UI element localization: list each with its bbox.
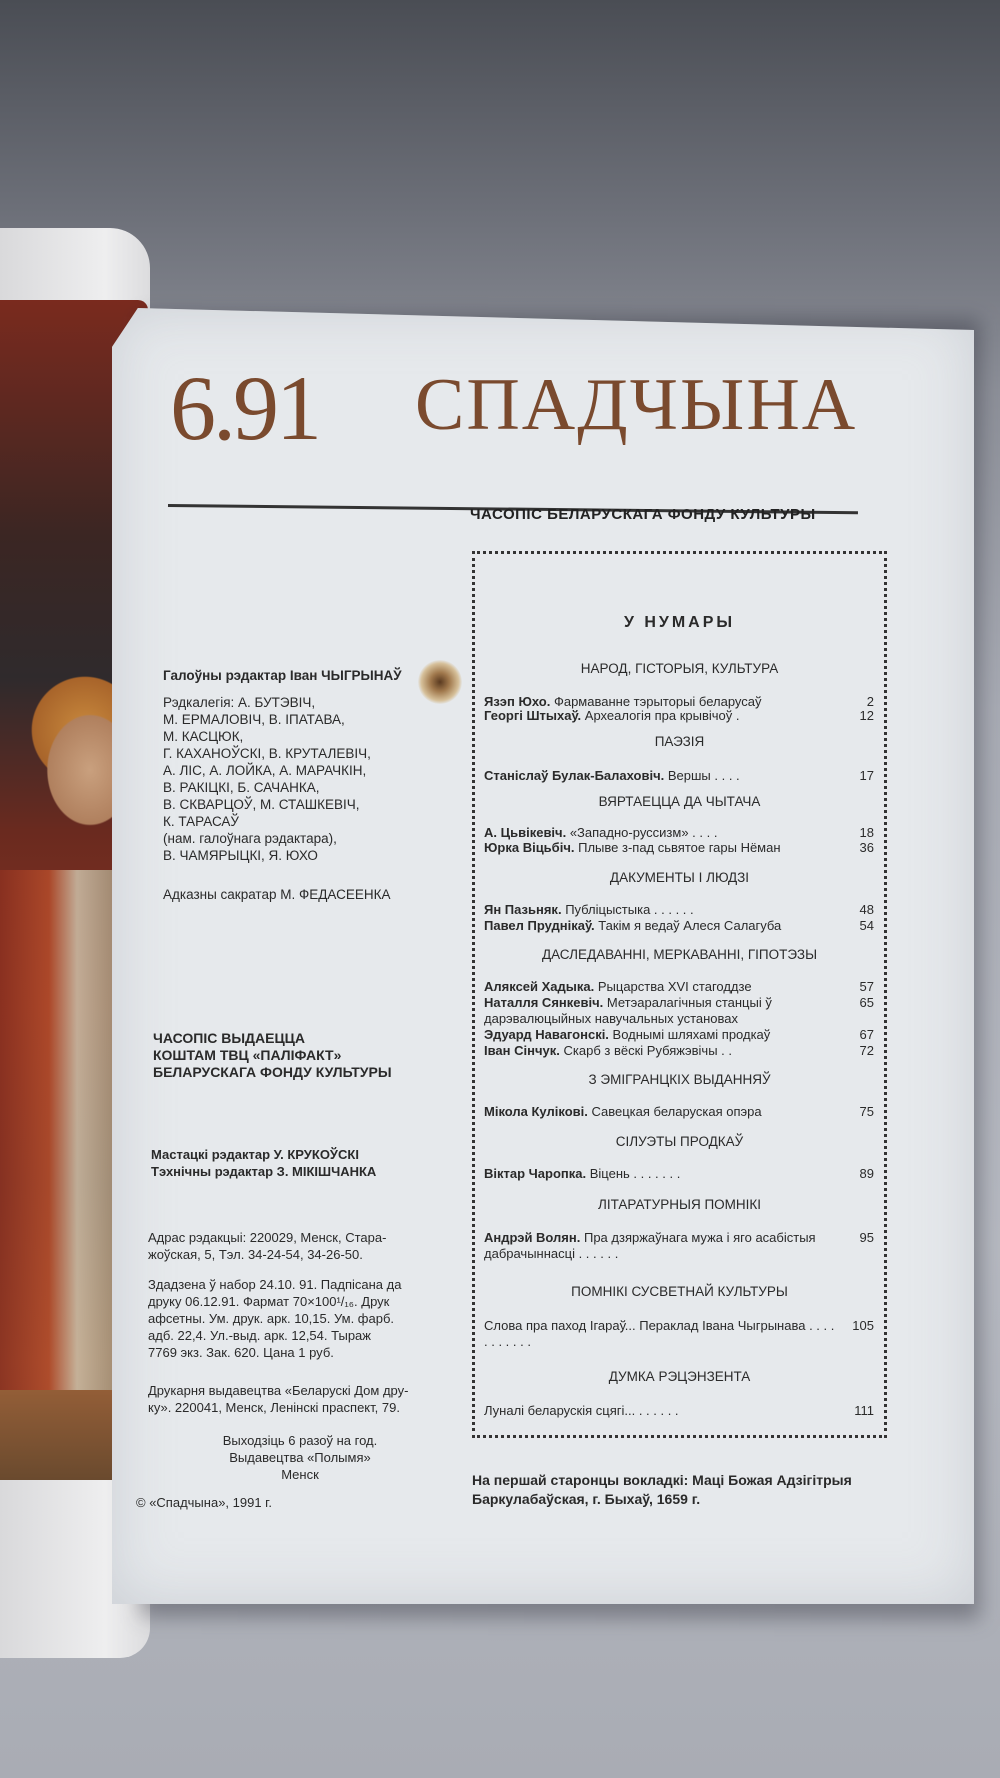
board-line: Рэдкалегія: А. БУТЭВІЧ, — [163, 695, 316, 710]
toc-entry-text — [484, 1403, 874, 1419]
printer-line: ку». 220041, Менск, Ленінскі праспект, 79. — [148, 1400, 400, 1415]
toc-entry — [484, 825, 874, 841]
toc-entry — [484, 1043, 874, 1059]
toc-entry — [484, 995, 874, 1027]
toc-entry-title: Публіцыстыка . . . . . . — [565, 902, 694, 917]
chief-editor: Галоўны рэдактар Іван ЧЫГРЫНАЎ — [163, 668, 402, 683]
editor-line: Мастацкі рэдактар У. КРУКОЎСКІ — [151, 1147, 359, 1162]
toc-entry-page: 2 — [866, 694, 874, 709]
toc-entry-page: 17 — [859, 768, 874, 783]
toc-entry-text — [484, 1043, 874, 1059]
copyright: © «Спадчына», 1991 г. — [136, 1495, 272, 1510]
publisher-line: БЕЛАРУСКАГА ФОНДУ КУЛЬТУРЫ — [153, 1064, 392, 1080]
toc-entry-page: 72 — [859, 1043, 874, 1058]
publisher-line: ЧАСОПІС ВЫДАЕЦЦА — [153, 1030, 306, 1046]
toc-entry-title: Вершы . . . . — [667, 768, 740, 783]
toc-entry-page: 105 — [852, 1318, 874, 1333]
toc-entry — [484, 1166, 874, 1182]
toc-entry-text — [484, 825, 874, 841]
toc-entry-page: 18 — [859, 825, 874, 840]
toc-entry-text — [484, 1166, 874, 1182]
toc-section-heading: ДАСЛЕДАВАННІ, МЕРКАВАННІ, ГІПОТЭЗЫ — [541, 947, 818, 962]
toc-entry-page: 57 — [859, 979, 874, 994]
cover-note-line: Баркулабаўская, г. Быхаў, 1659 г. — [472, 1491, 701, 1507]
toc-entry — [484, 1027, 874, 1043]
print-line: Здадзена ў набор 24.10. 91. Падпісана да — [148, 1277, 402, 1292]
toc-entry-author: Юрка Віцьбіч. — [484, 840, 575, 855]
address-line: Адрас рэдакцыі: 220029, Менск, Стара- — [148, 1230, 387, 1245]
toc-section-heading: ЛІТАРАТУРНЫЯ ПОМНІКІ — [597, 1197, 762, 1212]
toc-section-heading: ДУМКА РЭЦЭНЗЕНТА — [608, 1369, 751, 1384]
toc-entry-title: Пра дзяржаўнага мужа і яго асабістыя дабрачыннасці . . . . . . — [484, 1230, 816, 1261]
toc-section-heading: СІЛУЭТЫ ПРОДКАЎ — [615, 1134, 744, 1149]
toc-entry — [484, 1104, 874, 1120]
toc-entry-page: 89 — [859, 1166, 874, 1181]
print-line: 7769 экз. Зак. 620. Цана 1 руб. — [148, 1345, 334, 1360]
toc-entry-title: Воднымі шляхамі продкаў — [612, 1027, 771, 1042]
toc-section-heading: ПАЭЗІЯ — [654, 734, 705, 749]
toc-entry-author: Ян Пазьняк. — [484, 902, 562, 917]
toc-entry-page: 36 — [859, 840, 874, 855]
frequency-line: Выходзіць 6 разоў на год. — [222, 1433, 378, 1448]
toc-entry-text — [484, 1318, 874, 1350]
address-line: жоўская, 5, Тэл. 34-24-54, 34-26-50. — [148, 1247, 363, 1262]
toc-entry-title: Плыве з-пад сьвятое гары Нёман — [578, 840, 781, 855]
cover-note-line: На першай старонцы вокладкі: Маці Божая Адзігітрыя — [472, 1472, 852, 1488]
toc-entry-author: Георгі Штыхаў. — [484, 708, 582, 723]
toc-entry — [484, 708, 874, 724]
toc-entry-page: 65 — [859, 995, 874, 1010]
toc-entry-author: Эдуард Навагонскі. — [484, 1027, 609, 1042]
frequency-line: Менск — [281, 1467, 319, 1482]
toc-entry-title: Віцень . . . . . . . — [589, 1166, 681, 1181]
toc-entry-page: 111 — [854, 1403, 874, 1418]
toc-entry-author: Станіслаў Булак-Балаховіч. — [484, 768, 665, 783]
board-line: Г. КАХАНОЎСКІ, В. КРУТАЛЕВІЧ, — [163, 746, 371, 761]
toc-entry-title: Скарб з вёскі Рубяжэвічы . . — [563, 1043, 732, 1058]
toc-entry-title: Слова пра паход Ігараў... Пераклад Івана Чыгрынава . . . . . . . . . . . — [484, 1318, 835, 1349]
issue-number: 6.91 — [170, 357, 319, 459]
board-line: К. ТАРАСАЎ — [163, 814, 240, 829]
responsible-secretary: Адказны сакратар М. ФЕДАСЕЕНКА — [163, 887, 391, 902]
board-line: В. ЧАМЯРЫЦКІ, Я. ЮХО — [163, 848, 318, 863]
toc-entry-text — [484, 1104, 874, 1120]
toc-entry-text — [484, 918, 874, 934]
toc-entry-page: 12 — [859, 708, 874, 723]
toc-section-heading: НАРОД, ГІСТОРЫЯ, КУЛЬТУРА — [580, 661, 779, 676]
toc-entry-text — [484, 979, 874, 995]
printer-info — [148, 1382, 408, 1416]
toc-entry-title: Луналі беларускія сцягі... . . . . . . — [484, 1403, 679, 1418]
toc-section-heading: ДАКУМЕНТЫ І ЛЮДЗІ — [609, 870, 750, 885]
toc-entry — [484, 918, 874, 934]
toc-entry — [484, 768, 874, 784]
toc-entry — [484, 902, 874, 918]
board-line: М. ЕРМАЛОВІЧ, В. ІПАТАВА, — [163, 712, 345, 727]
publisher-line: КОШТАМ ТВЦ «ПАЛІФАКТ» — [153, 1047, 342, 1063]
board-line: В. РАКІЦКІ, Б. САЧАНКА, — [163, 780, 320, 795]
toc-entry-author: Павел Пруднікаў. — [484, 918, 595, 933]
toc-entry — [484, 1318, 874, 1350]
board-line: А. ЛІС, А. ЛОЙКА, А. МАРАЧКІН, — [163, 763, 367, 778]
toc-entry-page: 95 — [859, 1230, 874, 1245]
toc-entry-author: А. Цьвікевіч. — [484, 825, 567, 840]
print-line: друку 06.12.91. Фармат 70×100¹/₁₆. Друк — [148, 1294, 390, 1309]
toc-entry-author: Андрэй Волян. — [484, 1230, 581, 1245]
toc-entry-page: 54 — [859, 918, 874, 933]
toc-entry — [484, 979, 874, 995]
editorial-board — [163, 694, 371, 864]
toc-entry-author: Іван Сінчук. — [484, 1043, 560, 1058]
board-line: В. СКВАРЦОЎ, М. СТАШКЕВІЧ, — [163, 797, 360, 812]
board-line: М. КАСЦЮК, — [163, 729, 244, 744]
toc-entry-title: «Западно-руссизм» . . . . — [569, 825, 718, 840]
toc-entry-page: 48 — [859, 902, 874, 917]
toc-entry — [484, 840, 874, 856]
toc-entry-text — [484, 1230, 874, 1262]
toc-entry-text — [484, 840, 874, 856]
toc-entry-title: Савецкая беларуская опэра — [591, 1104, 762, 1119]
toc-entry-author: Віктар Чаропка. — [484, 1166, 587, 1181]
toc-entry-title: Рыцарства XVI стагоддзе — [597, 979, 752, 994]
toc-entry — [484, 1230, 874, 1262]
toc-entry-author: Мікола Кулікові. — [484, 1104, 588, 1119]
editor-line: Тэхнічны рэдактар З. МІКІШЧАНКА — [151, 1164, 377, 1179]
toc-entry-text — [484, 708, 874, 724]
cover-note — [472, 1471, 852, 1509]
toc-section-heading: ПОМНІКІ СУСВЕТНАЙ КУЛЬТУРЫ — [571, 1284, 788, 1299]
toc-entry-title: Археалогія пра крывічоў . — [584, 708, 740, 723]
toc-entry-author: Язэп Юхо. — [484, 694, 551, 709]
frequency-line: Выдавецтва «Полымя» — [229, 1450, 371, 1465]
magazine-title: СПАДЧЫНА — [415, 364, 858, 446]
toc-entry-text — [484, 902, 874, 918]
page-stain — [418, 660, 462, 704]
toc-entry-title: Метэаралагічныя станцыі ў дарэвалюцыйных навучальных установах — [484, 995, 772, 1026]
toc-section-heading: ВЯРТАЕЦЦА ДА ЧЫТАЧА — [598, 794, 761, 809]
frequency-info — [150, 1432, 450, 1483]
toc-entry-author: Наталля Сянкевіч. — [484, 995, 604, 1010]
publisher-block — [153, 1030, 392, 1081]
toc-entry-page: 67 — [859, 1027, 874, 1042]
print-line: афсетны. Ум. друк. арк. 10,15. Ум. фарб. — [148, 1311, 395, 1326]
toc-entry-page: 75 — [859, 1104, 874, 1119]
toc-entry-title: Такім я ведаў Алеся Салагуба — [598, 918, 782, 933]
toc-title: У НУМАРЫ — [623, 614, 736, 631]
toc-entry — [484, 1403, 874, 1419]
print-info — [148, 1276, 401, 1361]
editorial-address — [148, 1229, 386, 1263]
editors-block — [151, 1146, 376, 1180]
magazine-subtitle: ЧАСОПІС БЕЛАРУСКАГА ФОНДУ КУЛЬТУРЫ — [470, 506, 816, 523]
toc-entry-author: Аляксей Хадыка. — [484, 979, 595, 994]
board-line: (нам. галоўнага рэдактара), — [163, 831, 337, 846]
print-line: адб. 22,4. Ул.-выд. арк. 12,54. Тыраж — [148, 1328, 371, 1343]
toc-entry-text — [484, 995, 874, 1027]
toc-entry-title: Фармаванне тэрыторыі беларусаў — [553, 694, 762, 709]
toc-entry-text — [484, 1027, 874, 1043]
printer-line: Друкарня выдавецтва «Беларускі Дом дру- — [148, 1383, 409, 1398]
toc-entry-text — [484, 768, 874, 784]
toc-section-heading: З ЭМІГРАНЦКІХ ВЫДАННЯЎ — [588, 1072, 771, 1087]
